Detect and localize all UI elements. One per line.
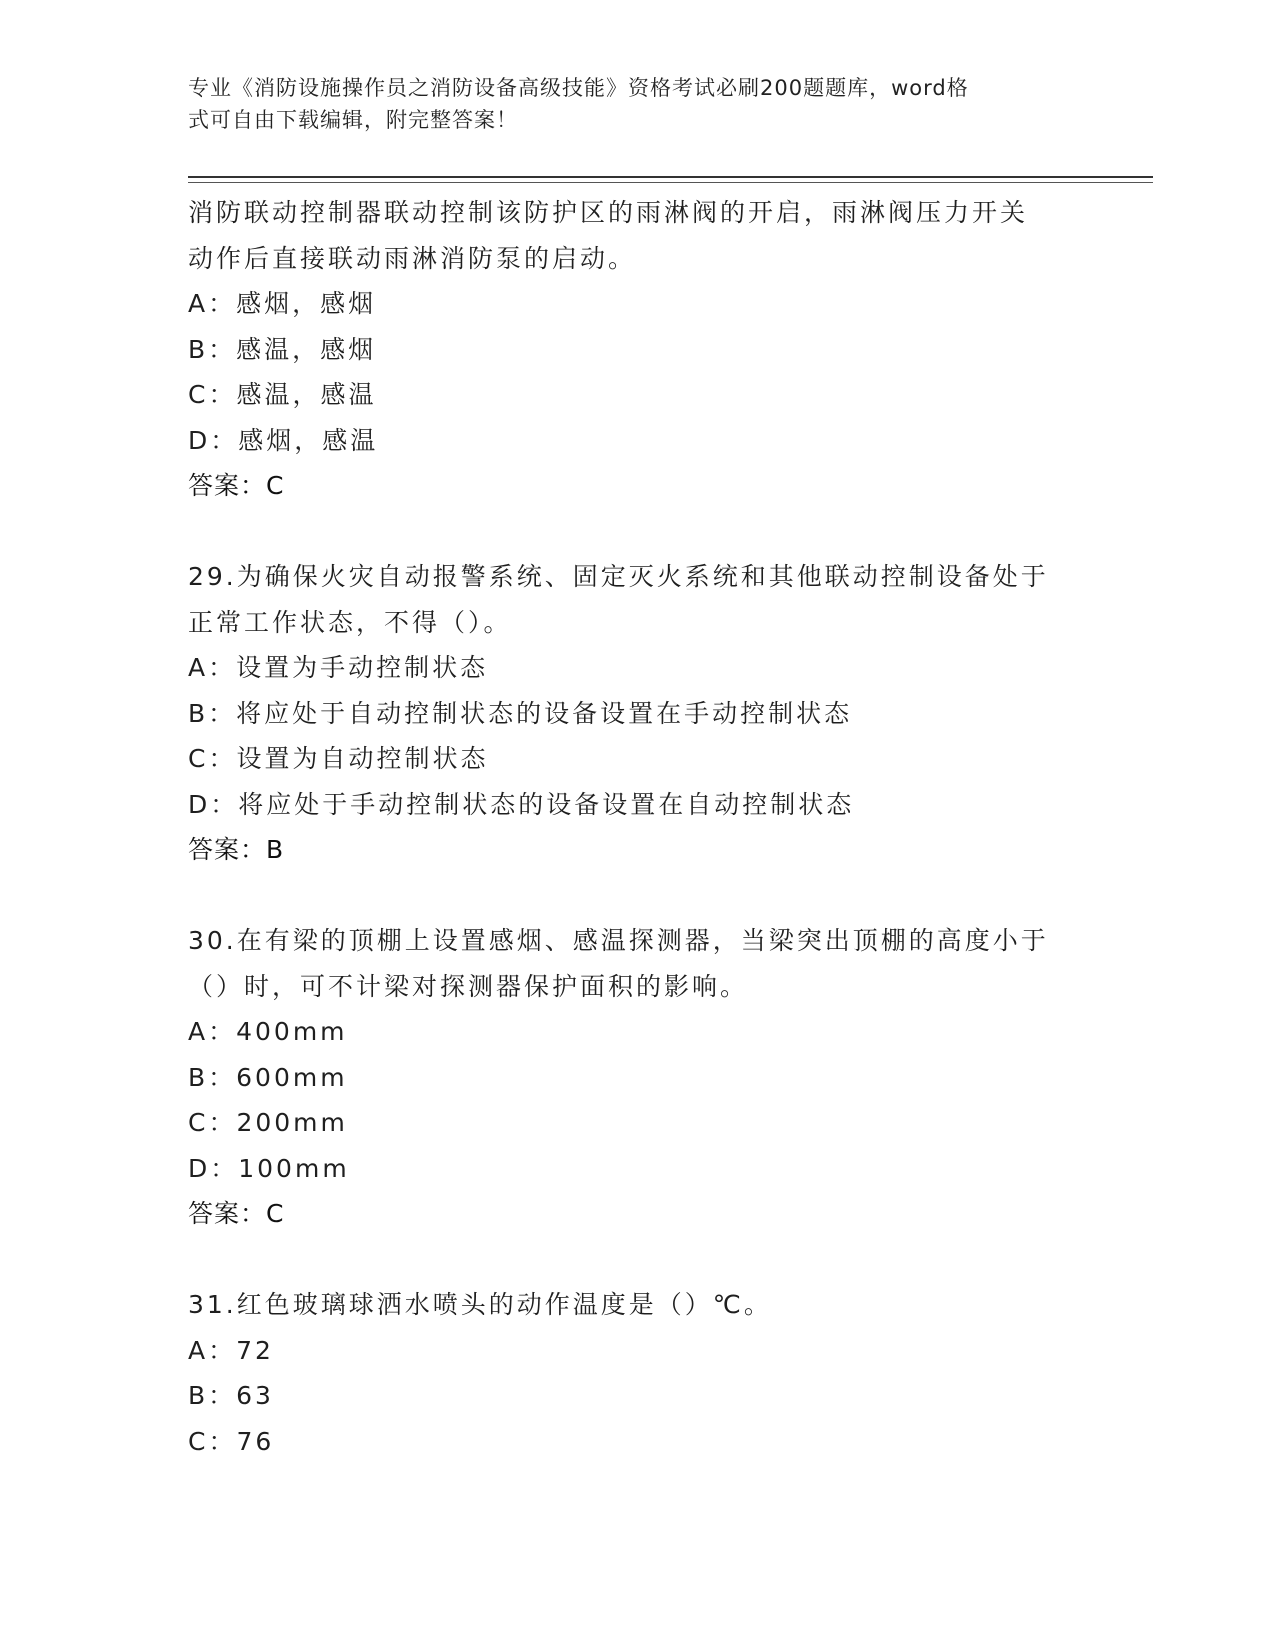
question-list — [188, 190, 1088, 1464]
option-c: C：200mm — [188, 1108, 348, 1137]
question-text: 31.红色玻璃球洒水喷头的动作温度是（）℃。 — [188, 1290, 772, 1319]
question-text: 正常工作状态，不得（）。 — [188, 607, 512, 637]
header-divider-thin — [188, 182, 1153, 183]
question-text: 消防联动控制器联动控制该防护区的雨淋阀的开启，雨淋阀压力开关 — [188, 198, 1029, 227]
option-d: D：将应处于手动控制状态的设备设置在自动控制状态 — [188, 789, 855, 819]
option-c: C：76 — [188, 1426, 275, 1456]
option-c: C：感温，感温 — [188, 380, 377, 409]
document-header — [188, 72, 1068, 136]
spacer — [188, 509, 1088, 555]
option-b: B：感温，感烟 — [188, 334, 377, 364]
option-c: C：设置为自动控制状态 — [188, 744, 489, 773]
spacer — [188, 1237, 1088, 1283]
option-a: A：感烟，感烟 — [188, 289, 377, 318]
option-d: D：100mm — [188, 1153, 350, 1183]
answer: 答案：C — [188, 471, 285, 500]
option-d: D：感烟，感温 — [188, 425, 379, 455]
header-line-2: 式可自由下载编辑，附完整答案！ — [188, 108, 518, 132]
spacer — [188, 873, 1088, 919]
question-29 — [188, 554, 1088, 873]
answer: 答案：C — [188, 1199, 285, 1228]
option-b: B：63 — [188, 1381, 274, 1410]
question-text: 29.为确保火灾自动报警系统、固定灭火系统和其他联动控制设备处于 — [188, 562, 1049, 591]
question-28 — [188, 190, 1088, 509]
question-30 — [188, 918, 1088, 1237]
option-a: A：400mm — [188, 1017, 348, 1046]
header-line-1: 专业《消防设施操作员之消防设备高级技能》资格考试必刷200题题库，word格 — [188, 76, 969, 100]
question-text: 30.在有梁的顶棚上设置感烟、感温探测器，当梁突出顶棚的高度小于 — [188, 926, 1049, 955]
answer: 答案：B — [188, 835, 285, 864]
question-text: （）时，可不计梁对探测器保护面积的影响。 — [188, 971, 749, 1001]
option-a: A：72 — [188, 1335, 274, 1365]
question-31 — [188, 1282, 1088, 1464]
question-text: 动作后直接联动雨淋消防泵的启动。 — [188, 243, 637, 273]
option-a: A：设置为手动控制状态 — [188, 653, 489, 682]
option-b: B：600mm — [188, 1062, 348, 1092]
option-b: B：将应处于自动控制状态的设备设置在手动控制状态 — [188, 698, 853, 728]
header-divider-thick — [188, 176, 1153, 178]
